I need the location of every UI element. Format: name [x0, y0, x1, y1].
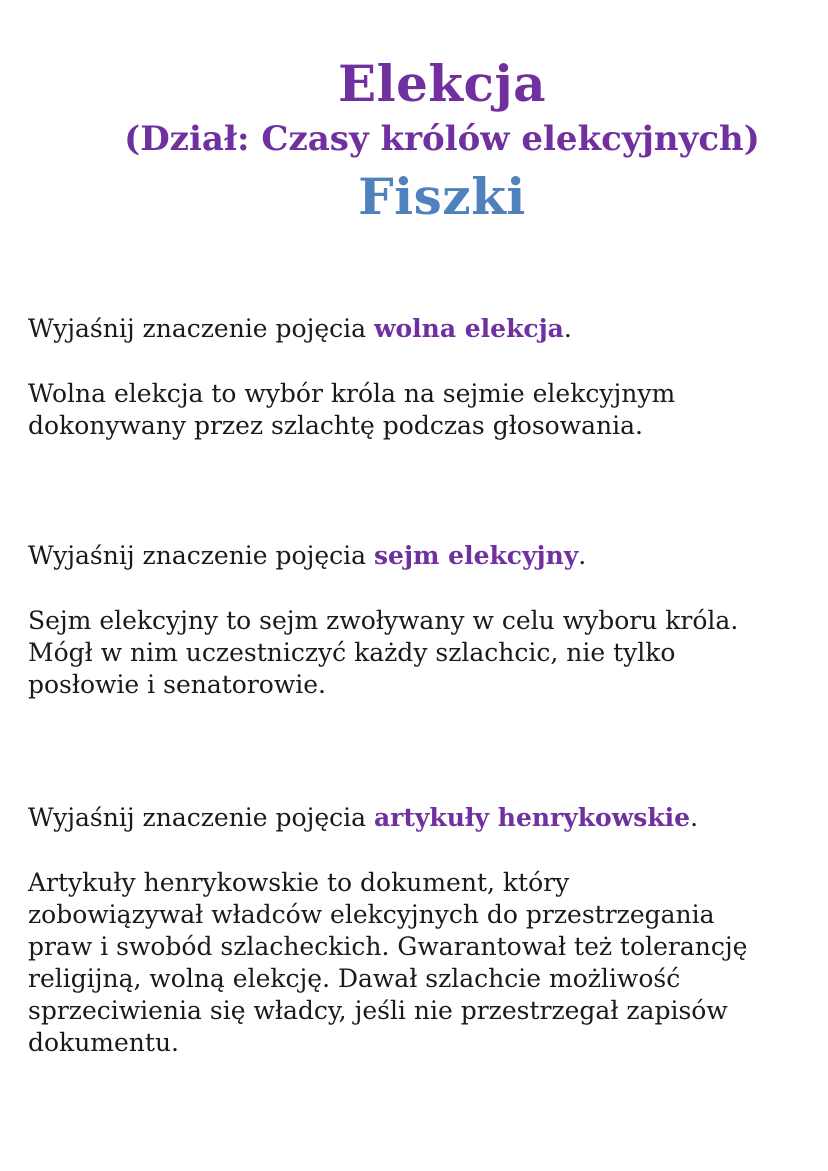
question-suffix: . [690, 803, 699, 832]
question-suffix: . [578, 541, 587, 570]
flashcard-sejm-elekcyjny [28, 540, 808, 701]
flashcard-answer: Wolna elekcja to wybór króla na sejmie elekcyjnym dokonywany przez szlachtę podczas głosowania. [28, 379, 676, 440]
flashcard-question [28, 313, 808, 345]
question-prefix: Wyjaśnij znaczenie pojęcia [28, 803, 374, 832]
question-term: artykuły henrykowskie [373, 803, 691, 832]
question-term: wolna elekcja [373, 314, 564, 343]
flashcard-answer: Artykuły henrykowskie to dokument, który zobowiązywał władców elekcyjnych do przestrzegania praw i swobód szlacheckich. Gwarantował też tolerancję religijną, wolną elekcję. Dawał szlachcie możliwość sprzeciwienia się władcy, jeśli nie przestrzegał zapisów dokumentu. [28, 868, 748, 1057]
flashcard-question [28, 540, 808, 572]
flashcard-answer: Sejm elekcyjny to sejm zwoływany w celu wyboru króla. Mógł w nim uczestniczyć każdy szlachcic, nie tylko posłowie i senatorowie. [28, 606, 739, 699]
flashcard-question [28, 802, 808, 834]
flashcard-artykuly-henrykowskie [28, 802, 808, 1059]
flashcard-wolna-elekcja [28, 313, 808, 442]
question-prefix: Wyjaśnij znaczenie pojęcia [28, 314, 374, 343]
question-suffix: . [563, 314, 572, 343]
question-term: sejm elekcyjny [373, 541, 579, 570]
question-prefix: Wyjaśnij znaczenie pojęcia [28, 541, 374, 570]
page-subtitle: (Dział: Czasy królów elekcyjnych) [124, 119, 760, 159]
document-kind-label: Fiszki [358, 167, 526, 226]
page-title: Elekcja [338, 54, 546, 113]
